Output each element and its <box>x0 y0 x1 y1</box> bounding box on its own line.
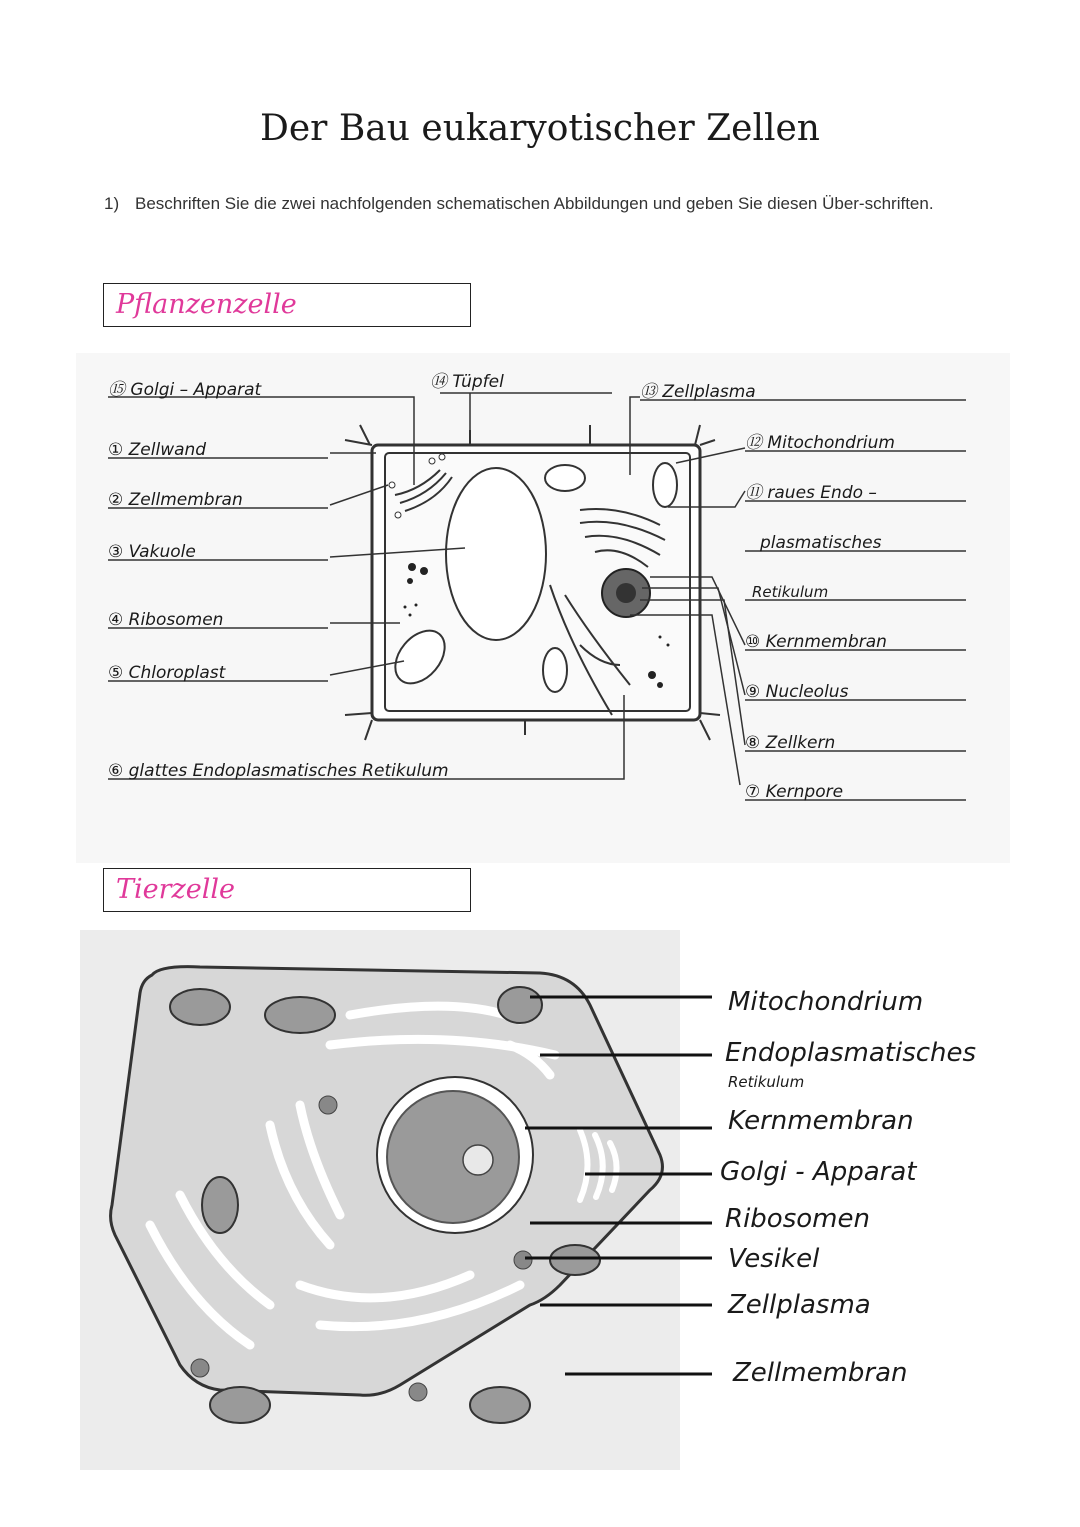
nucleolus <box>616 583 636 603</box>
label-kernmembran: Kernmembran <box>728 1106 914 1136</box>
label-mitochondrium: Mitochondrium <box>728 987 924 1017</box>
nucleolus <box>463 1145 493 1175</box>
animal-cell-diagram <box>0 925 1080 1485</box>
task-instruction <box>104 188 984 219</box>
animal-heading-box[interactable] <box>103 868 471 912</box>
label-vakuole: ③ Vakuole <box>108 542 196 562</box>
label-zellplasma: Zellplasma <box>728 1290 871 1320</box>
label-zellwand: ① Zellwand <box>108 440 207 460</box>
label-raues-er-1: ⑪ raues Endo – <box>745 483 877 503</box>
page-title: Der Bau eukaryotischer Zellen <box>260 108 820 149</box>
label-golgi: Golgi - Apparat <box>720 1157 917 1187</box>
label-vesikel: Vesikel <box>728 1244 820 1274</box>
plant-heading-box[interactable] <box>103 283 471 327</box>
label-nucleolus: ⑨ Nucleolus <box>745 682 849 702</box>
label-zellplasma: ⑬ Zellplasma <box>640 382 756 402</box>
label-tuepfel: ⑭ Tüpfel <box>430 372 504 392</box>
label-retikulum: Retikulum <box>728 1073 805 1091</box>
label-ribosomen: Ribosomen <box>725 1204 870 1234</box>
task-text: Beschriften Sie die zwei nachfolgenden schematischen Abbildungen und geben Sie diesen Über-schriften. <box>135 194 934 213</box>
label-kernmembran: ⑩ Kernmembran <box>745 632 887 652</box>
nucleus <box>387 1091 519 1223</box>
label-zellmembran: ② Zellmembran <box>108 490 243 510</box>
plant-cell-diagram <box>0 345 1080 865</box>
label-zellmembran: Zellmembran <box>733 1358 908 1388</box>
label-raues-er-2: plasmatisches <box>760 533 882 553</box>
label-glattes-er: ⑥ glattes Endoplasmatisches Retikulum <box>108 761 449 781</box>
label-ribosomen: ④ Ribosomen <box>108 610 224 630</box>
label-mitochondrium: ⑫ Mitochondrium <box>745 433 895 453</box>
vacuole <box>446 468 546 640</box>
label-endoplasmatisches: Endoplasmatisches <box>725 1038 977 1068</box>
animal-heading: Tierzelle <box>116 874 235 905</box>
label-kernpore: ⑦ Kernpore <box>745 782 844 802</box>
plant-heading: Pflanzenzelle <box>116 289 297 320</box>
task-number: 1) <box>104 194 120 213</box>
label-raues-er-3: Retikulum <box>752 583 829 601</box>
label-zellkern: ⑧ Zellkern <box>745 733 836 753</box>
label-chloroplast: ⑤ Chloroplast <box>108 663 226 683</box>
label-golgi: ⑮ Golgi – Apparat <box>108 380 262 400</box>
